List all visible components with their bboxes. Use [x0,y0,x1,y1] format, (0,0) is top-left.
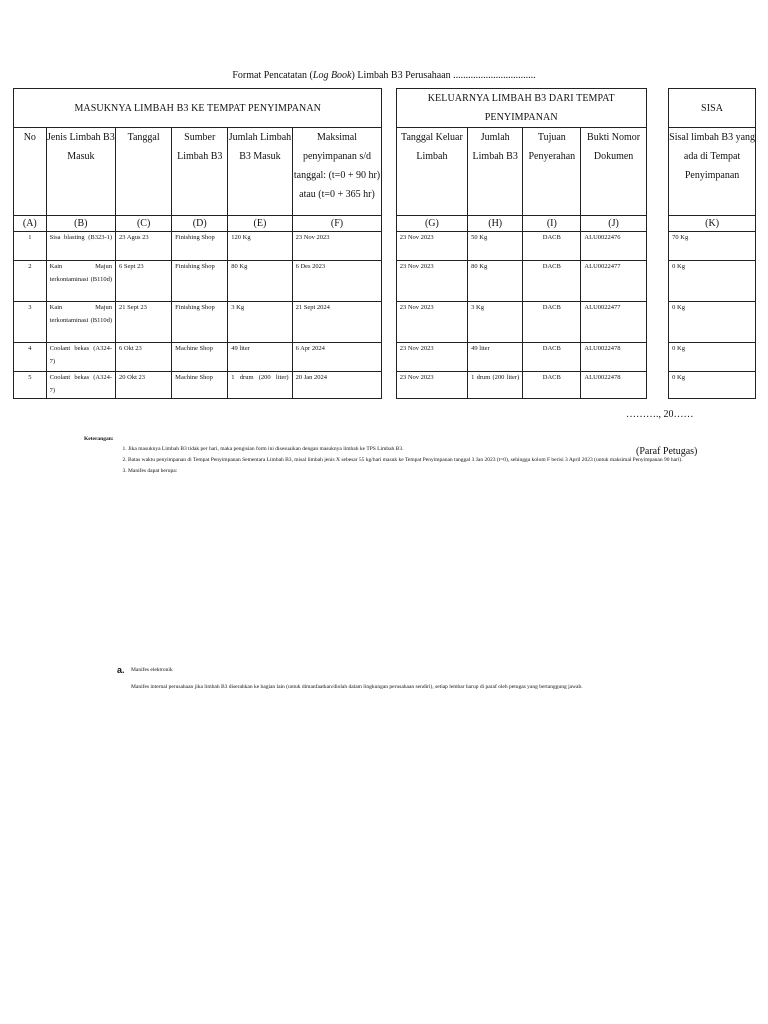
cell-dokumen: ALU0022476 [581,232,646,261]
col-letter: (H) [468,216,523,232]
col-letter: (A) [14,216,47,232]
cell-no: 1 [14,232,47,261]
cell-tgl-keluar: 23 Nov 2023 [396,232,467,261]
cell-jenis: Coolant bekas (A324-7) [46,372,115,399]
group-sisa: SISA [669,89,756,128]
cell-dokumen: ALU0022477 [581,261,646,302]
cell-jenis: Sisa blasting (B323-1) [46,232,115,261]
cell-tujuan: DACB [523,372,581,399]
group-keluar: KELUARNYA LIMBAH B3 DARI TEMPAT PENYIMPANAN [396,89,646,128]
cell-sumber: Finishing Shop [172,302,228,343]
cell-tujuan: DACB [523,302,581,343]
col-letter: (B) [46,216,115,232]
notes-item: 1. Jika masuknya Limbah B3 tidak per hari, maka pengisian form ini disesuaikan dengan masuknya limbah ke TPS Limbah B3. [128,445,724,454]
cell-jenis: Coolant bekas (A324-7) [46,343,115,372]
cell-tgl-keluar: 23 Nov 2023 [396,343,467,372]
manifes-label: Manifes elektronik [131,667,173,673]
logbook-table [13,88,756,399]
col-header-sumber: Sumber Limbah B3 [172,128,228,216]
cell-tujuan: DACB [523,343,581,372]
cell-tgl-keluar: 23 Nov 2023 [396,261,467,302]
title-italic: Log Book [312,70,352,81]
cell-no: 3 [14,302,47,343]
col-letter: (C) [116,216,172,232]
group-masuk: MASUKNYA LIMBAH B3 KE TEMPAT PENYIMPANAN [14,89,382,128]
notes-item: 2. Batas waktu penyimpanan di Tempat Penyimpanan Sementara Limbah B3, misal limbah jenis X sebesar 55 kg/hari masuk ke Tempat Penyimpanan tanggal 3 Jan 2023 (t=0), sehingga kolom F berisi 3 April 2023 (untuk maksimal Penyimpanan 90 hari). [128,456,724,465]
signature-date-line: ………., 20…… [626,409,694,420]
cell-no: 4 [14,343,47,372]
cell-no: 2 [14,261,47,302]
cell-jumlah-masuk: 49 liter [228,343,292,372]
cell-tanggal: 6 Sept 23 [116,261,172,302]
cell-sumber: Machine Shop [172,372,228,399]
cell-dokumen: ALU0022478 [581,343,646,372]
col-header-maksimal: Maksimal penyimpanan s/d tanggal: (t=0 + 90 hr) atau (t=0 + 365 hr) [292,128,382,216]
cell-maksimal: 6 Apr 2024 [292,343,382,372]
cell-sumber: Finishing Shop [172,232,228,261]
cell-jumlah-masuk: 120 Kg [228,232,292,261]
cell-tujuan: DACB [523,261,581,302]
cell-tgl-keluar: 23 Nov 2023 [396,302,467,343]
cell-sumber: Finishing Shop [172,261,228,302]
cell-jumlah-keluar: 50 Kg [468,232,523,261]
manifes-marker: a. [117,665,125,675]
col-header-dokumen: Bukti Nomor Dokumen [581,128,646,216]
cell-dokumen: ALU0022478 [581,372,646,399]
col-header-jenis: Jenis Limbah B3 Masuk [46,128,115,216]
notes-section [84,435,724,478]
col-letter: (I) [523,216,581,232]
cell-tujuan: DACB [523,232,581,261]
col-letter: (J) [581,216,646,232]
cell-dokumen: ALU0022477 [581,302,646,343]
cell-maksimal: 20 Jan 2024 [292,372,382,399]
cell-sisa: 0 Kg [669,302,756,343]
cell-sisa: 0 Kg [669,343,756,372]
title-suffix: ) Limbah B3 Perusahaan ................................. [351,70,536,81]
manifes-text: Manifes internal perusahaan jika limbah B3 diserahkan ke bagian lain (untuk dimanfaatkan/diolah dalam lingkungan perusahaan sendiri), setiap lembar harup di paraf oleh petugas yang bertanggung jawab. [131,684,583,690]
cell-jumlah-masuk: 1 drum (200 liter) [228,372,292,399]
cell-maksimal: 21 Sept 2024 [292,302,382,343]
col-letter: (G) [396,216,467,232]
cell-no: 5 [14,372,47,399]
col-letter: (D) [172,216,228,232]
title-prefix: Format Pencatatan ( [232,70,313,81]
cell-jenis: Kain Majun terkontaminasi (B110d) [46,261,115,302]
col-header-tanggal: Tanggal [116,128,172,216]
document-title [0,70,768,81]
col-letter: (F) [292,216,382,232]
cell-sisa: 0 Kg [669,372,756,399]
notes-heading: Keterangan: [84,436,114,442]
cell-jenis: Kain Majun terkontaminasi (B110d) [46,302,115,343]
col-header-jumlah-masuk: Jumlah Limbah B3 Masuk [228,128,292,216]
manifes-section [117,665,717,690]
col-letter: (K) [669,216,756,232]
cell-jumlah-masuk: 80 Kg [228,261,292,302]
cell-jumlah-keluar: 1 drum (200 liter) [468,372,523,399]
cell-sisa: 0 Kg [669,261,756,302]
cell-jumlah-keluar: 80 Kg [468,261,523,302]
cell-jumlah-keluar: 3 Kg [468,302,523,343]
cell-jumlah-keluar: 49 liter [468,343,523,372]
col-letter: (E) [228,216,292,232]
cell-maksimal: 23 Nov 2023 [292,232,382,261]
col-header-sisa: Sisal limbah B3 yang ada di Tempat Penyimpanan [669,128,756,216]
col-header-tgl-keluar: Tanggal Keluar Limbah [396,128,467,216]
cell-sisa: 70 Kg [669,232,756,261]
cell-tgl-keluar: 23 Nov 2023 [396,372,467,399]
col-header-jumlah-keluar: Jumlah Limbah B3 [468,128,523,216]
cell-tanggal: 6 Okt 23 [116,343,172,372]
cell-maksimal: 6 Des 2023 [292,261,382,302]
column-gap [646,89,668,399]
cell-tanggal: 23 Agus 23 [116,232,172,261]
cell-tanggal: 21 Sept 23 [116,302,172,343]
signature-paraf: (Paraf Petugas) [636,446,698,457]
cell-sumber: Machine Shop [172,343,228,372]
col-header-tujuan: Tujuan Penyerahan [523,128,581,216]
column-gap [382,89,396,399]
cell-jumlah-masuk: 3 Kg [228,302,292,343]
col-header-no: No [14,128,47,216]
cell-tanggal: 20 Okt 23 [116,372,172,399]
notes-list [84,445,724,476]
notes-item: 3. Manifes dapat berupa: [128,467,724,476]
